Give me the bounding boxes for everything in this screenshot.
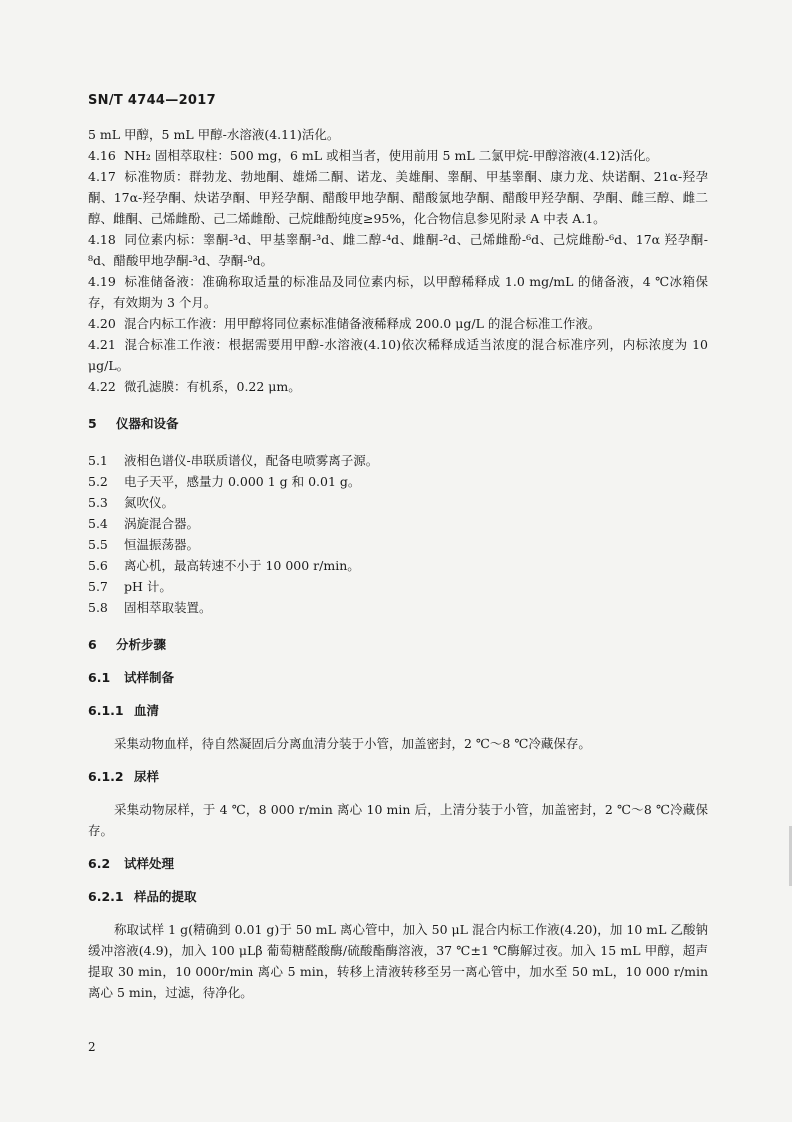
urine-paragraph: 采集动物尿样，于 4 ℃，8 000 r/min 离心 10 min 后，上清分装于小管，加盖密封，2 ℃～8 ℃冷藏保存。 bbox=[88, 802, 708, 838]
section-number: 6 bbox=[88, 637, 97, 652]
subsection-6-1-1-heading bbox=[88, 700, 708, 721]
item-text: 涡旋混合器。 bbox=[124, 516, 200, 531]
reagent-list bbox=[88, 145, 708, 397]
equipment-item bbox=[88, 492, 708, 513]
section-number: 6.2 bbox=[88, 856, 111, 871]
equipment-item bbox=[88, 555, 708, 576]
item-number: 4.19 bbox=[88, 274, 116, 289]
reagent-item bbox=[88, 334, 708, 376]
section-number: 6.1.1 bbox=[88, 703, 124, 718]
item-text: 离心机，最高转速不小于 10 000 r/min。 bbox=[124, 558, 360, 573]
equipment-item bbox=[88, 534, 708, 555]
reagent-item bbox=[88, 376, 708, 397]
item-number: 5.5 bbox=[88, 537, 108, 552]
subsection-6-1-2-heading bbox=[88, 766, 708, 787]
section-title: 分析步骤 bbox=[116, 637, 167, 652]
item-number: 4.17 bbox=[88, 169, 116, 184]
section-number: 6.2.1 bbox=[88, 889, 124, 904]
reagent-item bbox=[88, 229, 708, 271]
serum-paragraph: 采集动物血样，待自然凝固后分离血清分装于小管，加盖密封，2 ℃～8 ℃冷藏保存。 bbox=[114, 736, 591, 751]
extraction-paragraph: 称取试样 1 g(精确到 0.01 g)于 50 mL 离心管中，加入 50 μL 混合内标工作液(4.20)，加 10 mL 乙酸钠缓冲溶液(4.9)，加入 100 μLβ 葡萄糖醛酸酶/硫酸酯酶溶液，37 ℃±1 ℃酶解过夜。加入 15 mL 甲醇，超声提取 30 min，10 000r/min 离心 5 min，转移上清液转移至另一离心管中，加水至 50 mL，10 000 r/min 离心 5 min，过滤，待净化。 bbox=[88, 922, 708, 1000]
section-title: 试样制备 bbox=[124, 670, 175, 685]
item-number: 5.4 bbox=[88, 516, 108, 531]
item-number: 5.3 bbox=[88, 495, 108, 510]
item-text: pH 计。 bbox=[124, 579, 172, 594]
item-text: 氮吹仪。 bbox=[124, 495, 175, 510]
subsection-6-2-1-heading bbox=[88, 886, 708, 907]
section-number: 6.1.2 bbox=[88, 769, 124, 784]
item-number: 5.2 bbox=[88, 474, 108, 489]
section-title: 血清 bbox=[134, 703, 160, 718]
section-5-heading bbox=[88, 413, 708, 434]
item-text: 固相萃取装置。 bbox=[124, 600, 212, 615]
section-title: 样品的提取 bbox=[134, 889, 197, 904]
standard-code-header: SN/T 4744—2017 bbox=[88, 93, 216, 108]
equipment-list bbox=[88, 450, 708, 618]
equipment-item bbox=[88, 471, 708, 492]
equipment-item bbox=[88, 513, 708, 534]
item-text: 混合标准工作液：根据需要用甲醇-水溶液(4.10)依次稀释成适当浓度的混合标准序列，内标浓度为 10 μg/L。 bbox=[88, 337, 708, 373]
reagent-item bbox=[88, 271, 708, 313]
reagent-item bbox=[88, 145, 708, 166]
section-6-heading bbox=[88, 634, 708, 655]
item-number: 4.21 bbox=[88, 337, 116, 352]
item-text: 恒温振荡器。 bbox=[124, 537, 200, 552]
item-text: 微孔滤膜：有机系，0.22 μm。 bbox=[124, 379, 301, 394]
page-number: 2 bbox=[88, 1040, 96, 1054]
item-number: 4.16 bbox=[88, 148, 116, 163]
equipment-item bbox=[88, 597, 708, 618]
reagent-item bbox=[88, 166, 708, 229]
section-title: 尿样 bbox=[134, 769, 160, 784]
equipment-item bbox=[88, 576, 708, 597]
item-text: 混合内标工作液：用甲醇将同位素标准储备液稀释成 200.0 μg/L 的混合标准工作液。 bbox=[124, 316, 601, 331]
subsection-6-2-heading bbox=[88, 853, 708, 874]
item-text: 标准储备液：准确称取适量的标准品及同位素内标，以甲醇稀释成 1.0 mg/mL 的储备液，4 ℃冰箱保存，有效期为 3 个月。 bbox=[88, 274, 708, 310]
item-text: 同位素内标：睾酮-³d、甲基睾酮-³d、雌二醇-⁴d、雌酮-²d、己烯雌酚-⁶d、己烷雌酚-⁶d、17α 羟孕酮-⁸d、醋酸甲地孕酮-³d、孕酮-⁹d。 bbox=[88, 232, 708, 268]
subsection-6-1-heading bbox=[88, 667, 708, 688]
reagent-item bbox=[88, 313, 708, 334]
item-number: 4.22 bbox=[88, 379, 116, 394]
item-text: 标准物质：群勃龙、勃地酮、雄烯二酮、诺龙、美雄酮、睾酮、甲基睾酮、康力龙、炔诺酮、21α-羟孕酮、17α-羟孕酮、炔诺孕酮、甲羟孕酮、醋酸甲地孕酮、醋酸氯地孕酮、醋酸甲羟孕酮、孕酮、雌三醇、雌二醇、雌酮、己烯雌酚、己二烯雌酚、己烷雌酚纯度≥95%，化合物信息参见附录 A 中表 A.1。 bbox=[88, 169, 708, 226]
item-number: 5.1 bbox=[88, 453, 108, 468]
item-number: 4.18 bbox=[88, 232, 116, 247]
continuation-text: 5 mL 甲醇，5 mL 甲醇-水溶液(4.11)活化。 bbox=[88, 127, 340, 142]
section-number: 5 bbox=[88, 416, 97, 431]
item-text: 液相色谱仪-串联质谱仪，配备电喷雾离子源。 bbox=[124, 453, 379, 468]
document-body bbox=[88, 124, 708, 1003]
item-number: 4.20 bbox=[88, 316, 116, 331]
item-number: 5.6 bbox=[88, 558, 108, 573]
equipment-item bbox=[88, 450, 708, 471]
section-number: 6.1 bbox=[88, 670, 111, 685]
item-text: NH₂ 固相萃取柱：500 mg，6 mL 或相当者，使用前用 5 mL 二氯甲烷-甲醇溶液(4.12)活化。 bbox=[124, 148, 658, 163]
item-number: 5.7 bbox=[88, 579, 108, 594]
section-title: 仪器和设备 bbox=[116, 416, 179, 431]
item-number: 5.8 bbox=[88, 600, 108, 615]
section-title: 试样处理 bbox=[124, 856, 175, 871]
item-text: 电子天平，感量力 0.000 1 g 和 0.01 g。 bbox=[124, 474, 361, 489]
